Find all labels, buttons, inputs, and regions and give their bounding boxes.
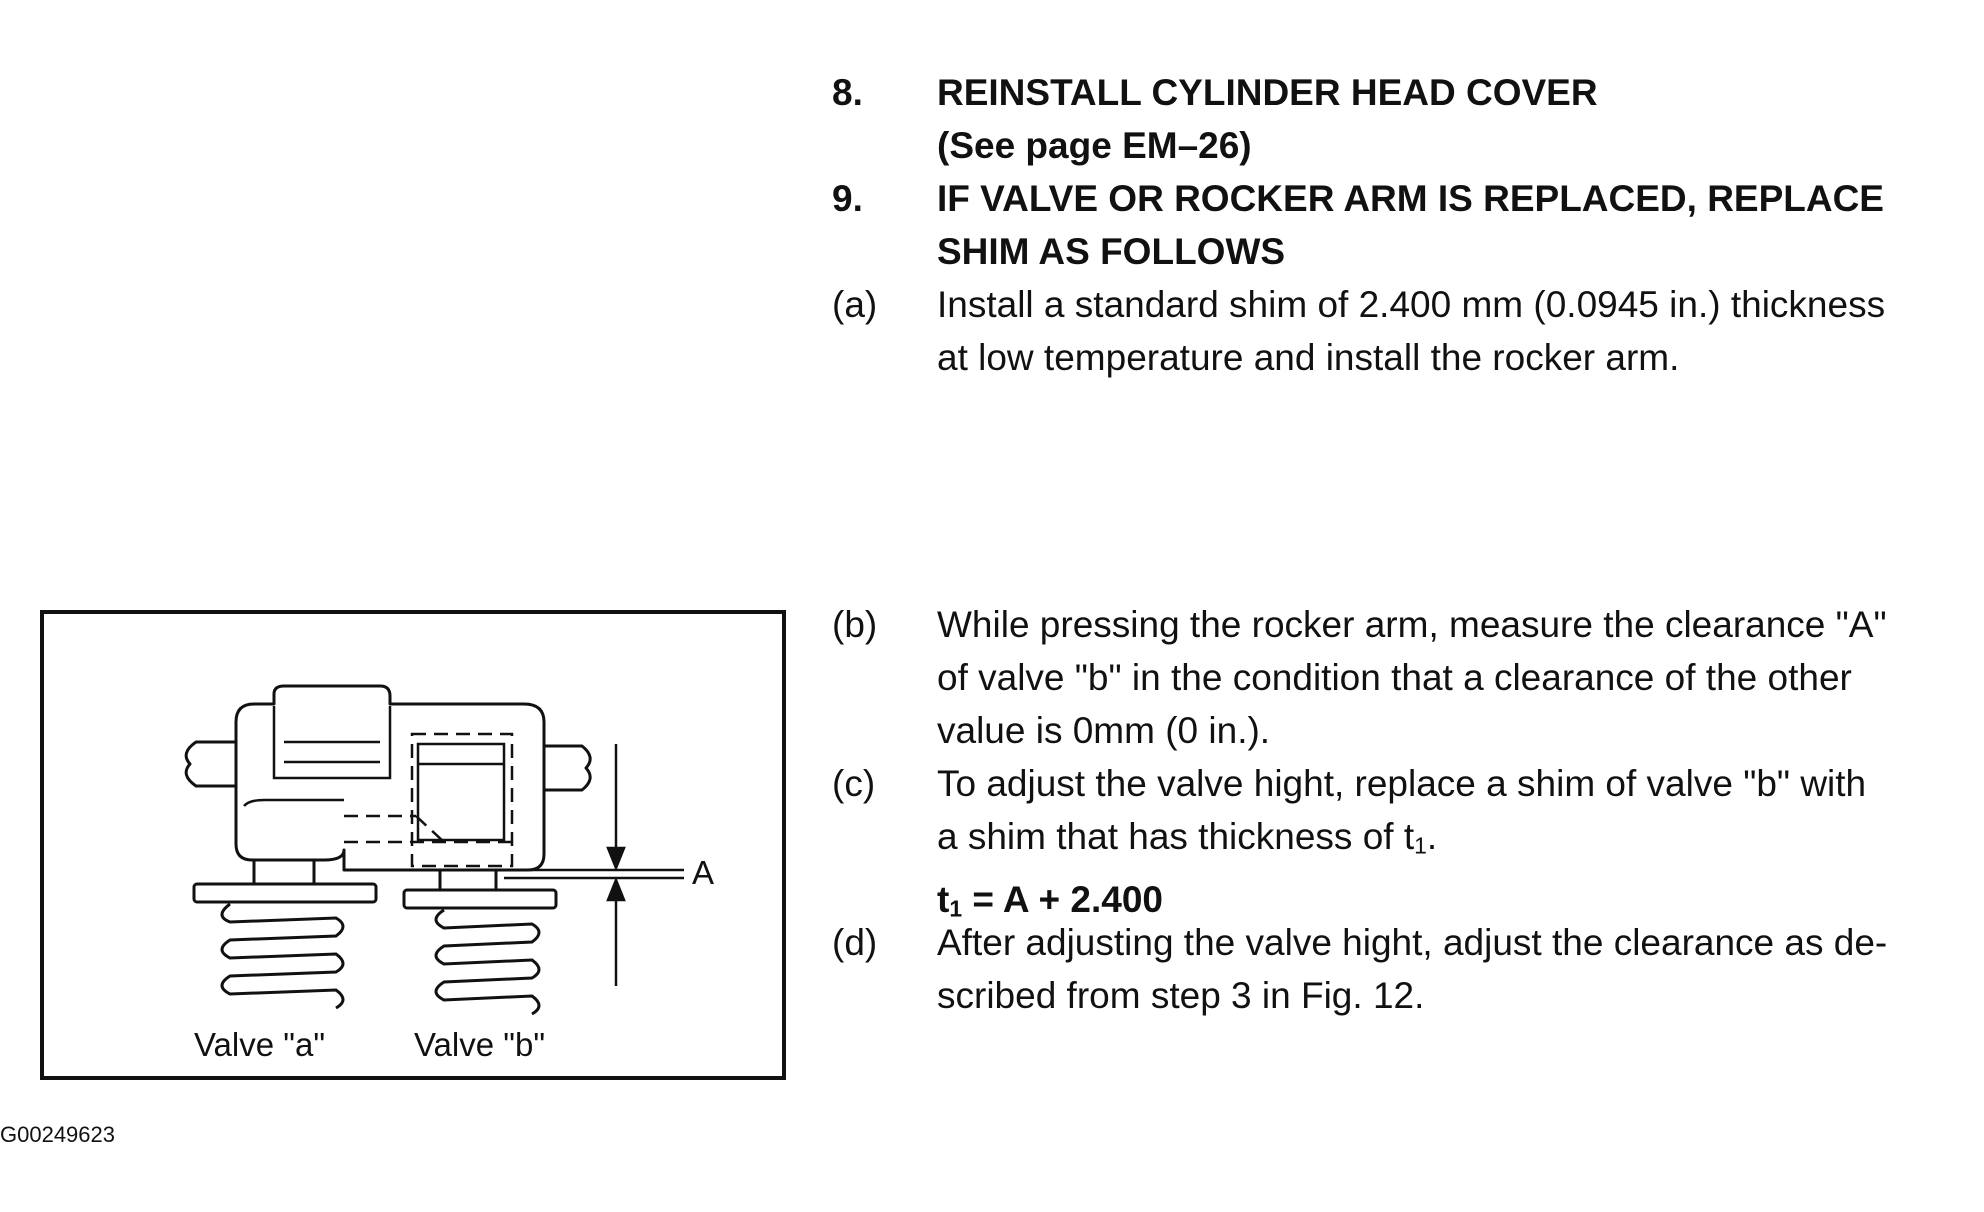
shaft-left-end (186, 742, 236, 786)
substep-letter: (a) (832, 284, 878, 325)
text-line: Install a standard shim of 2.400 mm (0.0945 in.) thickness (937, 284, 1886, 325)
text-line: To adjust the valve hight, replace a shim of valve "b" with (937, 763, 1867, 804)
valve-a-retainer (194, 884, 376, 902)
substep-text (937, 278, 1886, 384)
substep-letter: (c) (832, 763, 876, 804)
text-line: scribed from step 3 in Fig. 12. (937, 975, 1425, 1016)
substep-text (937, 757, 1867, 935)
substep-letter: (b) (832, 604, 878, 645)
step-number: 8. (832, 72, 863, 113)
valve-b-spring (436, 910, 539, 1014)
step-text (937, 66, 1817, 172)
valve-a-label: Valve "a" (194, 1026, 326, 1063)
text-line: of valve "b" in the condition that a clearance of the other (937, 657, 1852, 698)
rocker-arm-illustration (44, 614, 790, 1084)
text-line (937, 810, 1817, 873)
valve-a-shim (254, 860, 314, 884)
figure-id: G00249623 (0, 1122, 115, 1147)
valve-b-shim (440, 870, 496, 890)
valve-b-retainer (404, 890, 556, 908)
subscript: 1 (949, 895, 963, 922)
substep-text (937, 916, 1888, 1022)
text-fragment: a shim that has thickness of t (937, 816, 1415, 857)
valve-a-spring (222, 904, 343, 1008)
text-line: While pressing the rocker arm, measure the clearance "A" (937, 604, 1887, 645)
step-heading-line: SHIM AS FOLLOWS (937, 231, 1286, 272)
step-heading-line: IF VALVE OR ROCKER ARM IS REPLACED, REPLACE (937, 178, 1884, 219)
page-reference: (See page EM–26) (937, 125, 1252, 166)
formula-expression: = A + 2.400 (962, 878, 1163, 920)
valve-clearance-figure (40, 610, 786, 1080)
substep-text (937, 598, 1887, 757)
step-heading: REINSTALL CYLINDER HEAD COVER (937, 72, 1598, 113)
substep-letter: (d) (832, 922, 878, 963)
formula-variable: t (937, 878, 950, 920)
text-fragment: . (1426, 816, 1438, 857)
text-line: value is 0mm (0 in.). (937, 710, 1271, 751)
clearance-label: A (692, 854, 715, 891)
text-line: After adjusting the valve hight, adjust the clearance as de- (937, 922, 1888, 963)
text-line: at low temperature and install the rocker arm. (937, 337, 1680, 378)
shaft-right-end (544, 746, 590, 790)
subscript: 1 (1414, 832, 1427, 859)
step-number: 9. (832, 178, 863, 219)
step-text (937, 172, 1884, 278)
valve-b-label: Valve "b" (414, 1026, 546, 1063)
